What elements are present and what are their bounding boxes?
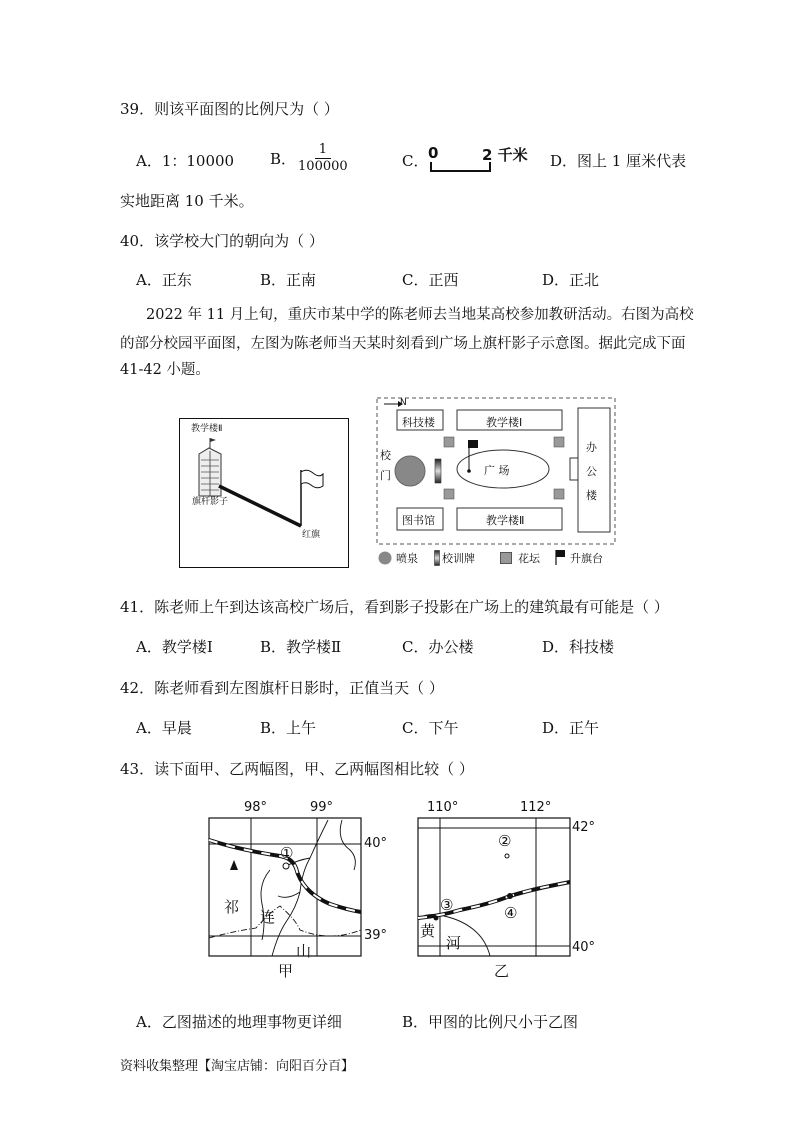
label-office: 办公楼 — [586, 441, 597, 502]
line-scale-bar — [428, 144, 538, 176]
legend-motto: 校训牌 — [442, 552, 475, 565]
q39-option-b — [270, 142, 350, 174]
yi-marker-4: ④ — [504, 904, 518, 922]
fraction-numerator: 1 — [315, 142, 331, 159]
yi-text-huang: 黄 — [420, 922, 436, 940]
q43-option-b: B．甲图的比例尺小于乙图 — [402, 1013, 579, 1031]
north-label: N — [400, 398, 407, 408]
fraction-denominator: 100000 — [298, 158, 348, 174]
scale-bar-line — [430, 160, 492, 174]
jia-caption: 甲 — [278, 962, 294, 980]
legend-flowerbed: 花坛 — [518, 552, 540, 565]
label-jiaoxue-2: 教学楼Ⅱ — [486, 514, 525, 527]
label-keji: 科技楼 — [402, 416, 435, 429]
passage-line-2: 的部分校园平面图，左图为陈老师当天某时刻看到广场上旗杆影子示意图。据此完成下面 — [120, 336, 686, 352]
legend-fountain: 喷泉 — [396, 552, 418, 565]
motto-board-icon — [435, 459, 441, 483]
flag-shadow-drawing — [179, 418, 349, 568]
label-building: 教学楼Ⅱ — [191, 424, 223, 434]
option-b-label: B． — [270, 149, 297, 168]
map-jia — [200, 800, 390, 990]
figure-flag-shadow — [179, 418, 349, 568]
q41-option-b: B．教学楼Ⅱ — [260, 638, 342, 656]
yi-lon-112: 112° — [520, 800, 552, 815]
q40-option-a: A．正东 — [136, 271, 192, 289]
passage-line-1: 2022 年 11 月上旬，重庆市某中学的陈老师去当地某高校参加教研活动。右图为高校 — [146, 307, 694, 323]
legend-flowerbed-icon — [500, 552, 512, 564]
yi-lon-110: 110° — [427, 800, 459, 815]
q39-option-d: D．图上 1 厘米代表 — [550, 152, 687, 170]
label-gate: 校门 — [380, 449, 391, 482]
label-library: 图书馆 — [402, 514, 435, 527]
q42-option-c: C．下午 — [402, 719, 459, 737]
map-jia-drawing — [200, 800, 390, 990]
jia-text-qi: 祁 — [224, 898, 240, 916]
q39-option-c-label: C． — [402, 152, 429, 170]
yi-marker-2: ② — [498, 832, 512, 850]
q39-stem: 39．则该平面图的比例尺为（ ） — [120, 100, 339, 118]
q40-option-c: C．正西 — [402, 271, 459, 289]
q43-stem: 43．读下面甲、乙两幅图，甲、乙两幅图相比较（ ） — [120, 760, 474, 778]
passage-line-3: 41-42 小题。 — [120, 362, 210, 378]
jia-text-lian: 连 — [260, 908, 276, 926]
jia-lat-39: 39° — [364, 928, 388, 943]
yi-lat-40: 40° — [572, 940, 596, 955]
fraction-scale — [296, 142, 350, 174]
fountain-icon — [395, 456, 425, 486]
jia-lon-99: 99° — [310, 800, 334, 815]
q41-option-c: C．办公楼 — [402, 638, 474, 656]
legend-flagstage-icon — [554, 549, 566, 565]
label-flag: 红旗 — [302, 530, 321, 540]
q43-option-a: A．乙图描述的地理事物更详细 — [136, 1013, 342, 1031]
yi-text-he: 河 — [446, 934, 462, 952]
q39-option-a: A．1：10000 — [136, 152, 235, 170]
q42-stem: 42．陈老师看到左图旗杆日影时，正值当天（ ） — [120, 679, 444, 697]
yi-lat-42: 42° — [572, 820, 596, 835]
q42-option-a: A．早晨 — [136, 719, 192, 737]
q40-stem: 40．该学校大门的朝向为（ ） — [120, 232, 324, 250]
legend-motto-icon — [434, 550, 440, 566]
q40-option-b: B．正南 — [260, 271, 317, 289]
q40-option-d: D．正北 — [542, 271, 600, 289]
label-square: 广 场 — [484, 464, 510, 477]
jia-text-shan: 山 — [296, 942, 312, 960]
legend-fountain-icon — [378, 551, 392, 565]
yi-caption: 乙 — [494, 962, 510, 980]
yi-marker-3: ③ — [440, 896, 454, 914]
footer-source: 资料收集整理【淘宝店铺：向阳百分百】 — [120, 1059, 355, 1074]
scale-bar-zero: 0 — [428, 144, 439, 162]
q41-stem: 41．陈老师上午到达该高校广场后，看到影子投影在广场上的建筑最有可能是（ ） — [120, 598, 669, 616]
figure-campus-plan — [376, 396, 618, 572]
label-jiaoxue-1: 教学楼Ⅰ — [486, 416, 523, 429]
q42-option-d: D．正午 — [542, 719, 600, 737]
label-shadow: 旗杆影子 — [192, 497, 229, 507]
q39-option-d-cont: 实地距离 10 千米。 — [120, 192, 254, 210]
jia-lon-98: 98° — [244, 800, 268, 815]
q41-option-a: A．教学楼Ⅰ — [136, 638, 213, 656]
legend-flagstage: 升旗台 — [570, 552, 603, 565]
map-yi — [410, 800, 600, 990]
jia-marker-1: ① — [280, 844, 294, 862]
q42-option-b: B．上午 — [260, 719, 317, 737]
campus-legend — [376, 549, 618, 569]
jia-lat-40: 40° — [364, 836, 388, 851]
scale-bar-end-label: 2 千米 — [482, 146, 528, 164]
q41-option-d: D．科技楼 — [542, 638, 615, 656]
